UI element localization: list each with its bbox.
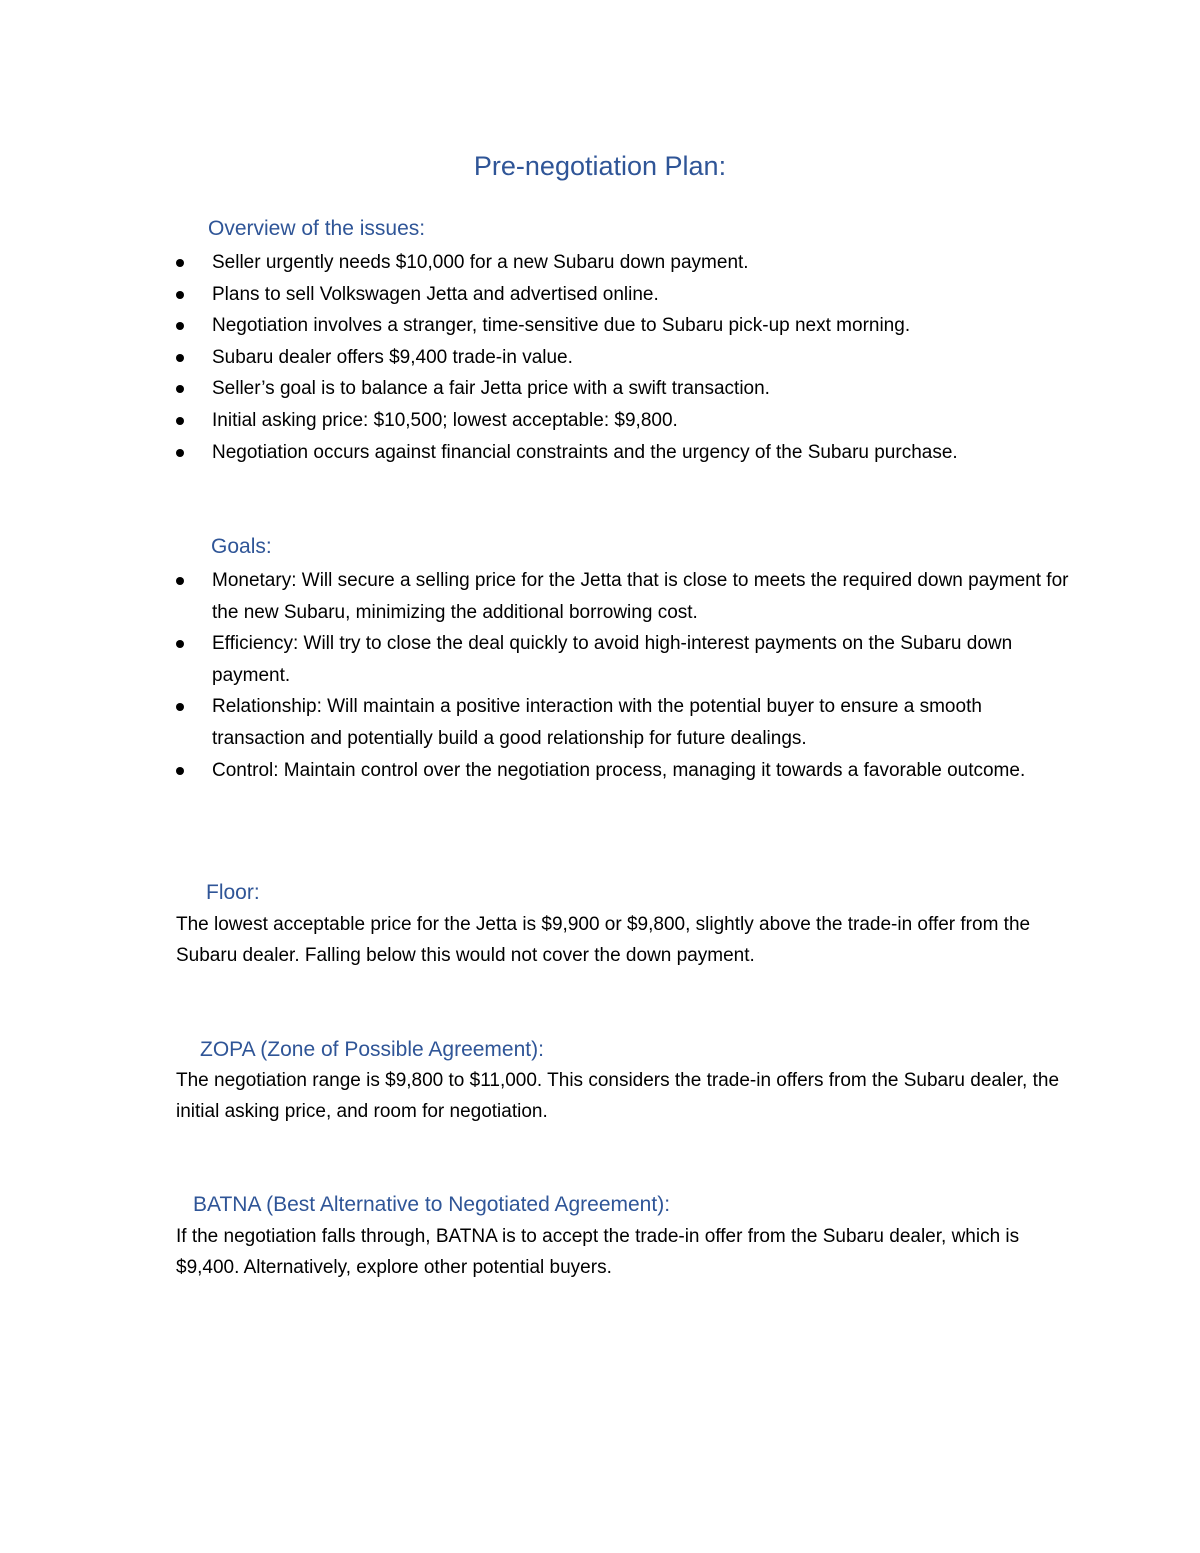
bullet-icon	[176, 577, 184, 585]
batna-heading: BATNA (Best Alternative to Negotiated Agreement):	[193, 1193, 671, 1216]
list-item	[176, 565, 1076, 628]
zopa-heading: ZOPA (Zone of Possible Agreement):	[200, 1038, 544, 1061]
list-item-text: Efficiency: Will try to close the deal quickly to avoid high-interest payments on the Subaru down payment.	[212, 633, 1013, 686]
list-item-text: Negotiation involves a stranger, time-sensitive due to Subaru pick-up next morning.	[212, 315, 911, 337]
list-item-text: Subaru dealer offers $9,400 trade-in value.	[212, 346, 573, 368]
zopa-text: The negotiation range is $9,800 to $11,000. This considers the trade-in offers from the Subaru dealer, the initial asking price, and room for negotiation.	[176, 1070, 1060, 1122]
bullet-icon	[176, 417, 184, 425]
bullet-icon	[176, 767, 184, 775]
list-item-text: Monetary: Will secure a selling price for the Jetta that is close to meets the required down payment for the new Subaru, minimizing the additional borrowing cost.	[212, 570, 1069, 623]
list-item	[176, 373, 1076, 405]
bullet-icon	[176, 291, 184, 299]
list-item	[176, 628, 1076, 691]
list-item	[176, 310, 1076, 342]
bullet-icon	[176, 385, 184, 393]
floor-text: The lowest acceptable price for the Jetta is $9,900 or $9,800, slightly above the trade-in offer from the Subaru dealer. Falling below this would not cover the down payment.	[176, 914, 1031, 966]
batna-text: If the negotiation falls through, BATNA is to accept the trade-in offer from the Subaru dealer, which is $9,400. Alternatively, explore other potential buyers.	[176, 1226, 1020, 1278]
list-item	[176, 437, 1076, 469]
bullet-icon	[176, 640, 184, 648]
bullet-icon	[176, 354, 184, 362]
list-item-text: Seller’s goal is to balance a fair Jetta price with a swift transaction.	[212, 378, 770, 400]
list-item	[176, 691, 1076, 754]
list-item-text: Negotiation occurs against financial constraints and the urgency of the Subaru purchase.	[212, 441, 958, 463]
list-item	[176, 279, 1076, 311]
bullet-icon	[176, 322, 184, 330]
floor-heading: Floor:	[206, 881, 260, 904]
list-item	[176, 247, 1076, 279]
list-item-text: Plans to sell Volkswagen Jetta and advertised online.	[212, 283, 659, 305]
goals-list	[176, 565, 1076, 786]
bullet-icon	[176, 259, 184, 267]
page-title: Pre-negotiation Plan:	[473, 151, 727, 181]
overview-heading: Overview of the issues:	[208, 217, 426, 240]
overview-list	[176, 247, 1076, 468]
list-item-text: Control: Maintain control over the negotiation process, managing it towards a favorable outcome.	[212, 759, 1026, 781]
list-item-text: Seller urgently needs $10,000 for a new Subaru down payment.	[212, 252, 749, 273]
goals-heading: Goals:	[211, 535, 272, 558]
list-item-text: Relationship: Will maintain a positive interaction with the potential buyer to ensure a smooth transaction and potentially build a good relationship for future dealings.	[212, 696, 982, 749]
bullet-icon	[176, 449, 184, 457]
list-item	[176, 755, 1076, 787]
list-item-text: Initial asking price: $10,500; lowest acceptable: $9,800.	[212, 409, 678, 431]
bullet-icon	[176, 703, 184, 711]
list-item	[176, 342, 1076, 374]
list-item	[176, 405, 1076, 437]
